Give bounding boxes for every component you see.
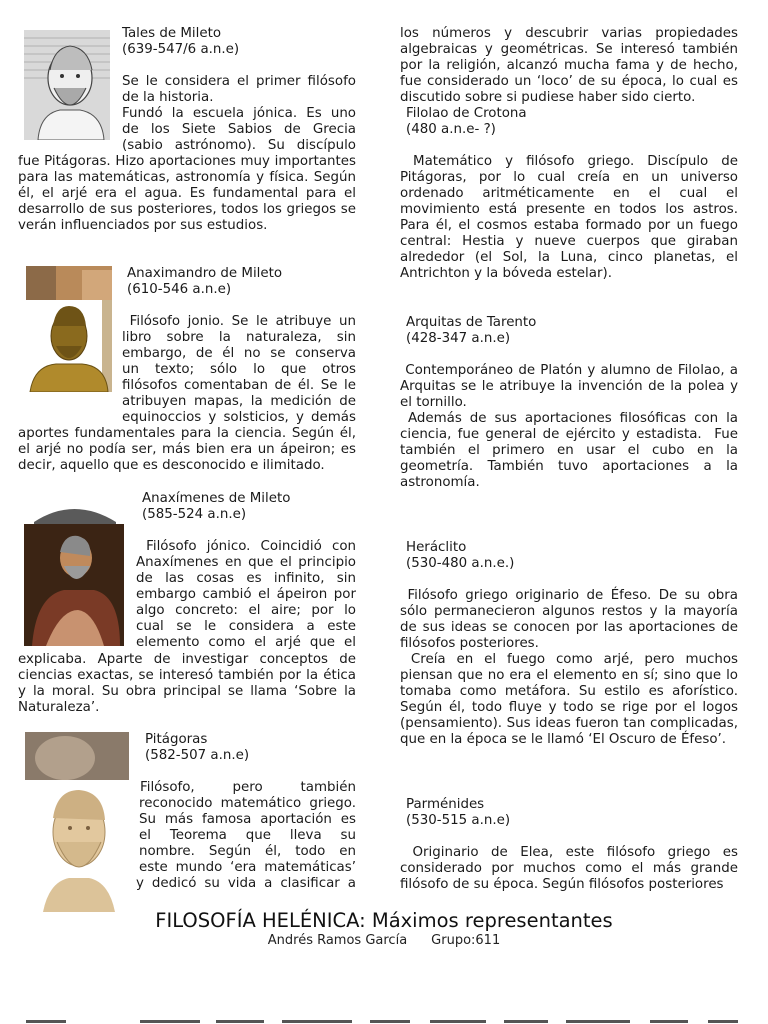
heraclito-name: Heráclito — [406, 540, 467, 555]
tales-body: fue Pitágoras. Hizo aportaciones muy importantes para las matemáticas, astronomía y física. Según él, el arjé era el agua. Es fundamental para el desarrollo de sus posteriores, todos los griegos se verán influenciados por sus estudios. — [18, 154, 356, 233]
text-line: de las cosas es infinito, sin — [136, 571, 356, 586]
anaximenes-name: Anaxímenes de Mileto — [142, 491, 291, 506]
arquitas-name: Arquitas de Tarento — [406, 315, 537, 330]
tales-portrait — [24, 30, 110, 140]
anaximenes-body: explicaba. Aparte de investigar conceptos de ciencias exactas, se interesó también por la ética y la moral. Su obra principal se llama ‘Sobre la Naturaleza’. — [18, 652, 356, 715]
anaximandro-portrait — [26, 266, 112, 424]
text-line: de los Siete Sabios de Grecia — [122, 122, 356, 137]
author-line — [0, 933, 768, 949]
pitagoras-wrap-text — [136, 780, 356, 892]
text-line: libro sobre la naturaleza, sin — [122, 330, 356, 345]
text-line: Su más famosa aportación es — [139, 812, 356, 827]
pitagoras-dates: (582-507 a.n.e) — [145, 748, 250, 763]
text-line: este mundo ‘era matemáticas’ — [139, 860, 356, 875]
text-line: nombre. Según él, todo en — [139, 844, 356, 859]
bronze-bust-icon — [26, 266, 112, 424]
text-line: Filósofo jonio. Se le atribuye un — [122, 314, 356, 329]
text-line: atribuyen mapas, la medición de — [122, 394, 356, 409]
parmenides-dates: (530-515 a.n.e) — [406, 813, 511, 828]
tales-dates: (639-547/6 a.n.e) — [122, 42, 240, 57]
painting-portrait-icon — [24, 500, 124, 646]
title-block — [0, 909, 768, 949]
text-line: equinoccios y solsticios, y demás — [122, 410, 356, 425]
pitagoras-name: Pitágoras — [145, 732, 208, 747]
filolao-dates: (480 a.n.e- ?) — [406, 122, 496, 137]
arquitas-dates: (428-347 a.n.e) — [406, 331, 511, 346]
text-line: Filósofo jónico. Coincidió con — [136, 539, 356, 554]
pitagoras-portrait — [25, 732, 129, 912]
text-line: embargo cambió el ápeiron por — [136, 587, 356, 602]
text-line: un texto; sólo lo que otros — [122, 362, 356, 377]
text-line: Filósofo, pero también — [140, 780, 356, 795]
text-line: Se le considera el primer filósofo — [122, 74, 356, 89]
document-title: FILOSOFÍA HELÉNICA: Máximos representantes — [155, 909, 613, 932]
author-name: Andrés Ramos García — [267, 933, 408, 948]
heraclito-dates: (530-480 a.n.e.) — [406, 556, 515, 571]
anaximandro-wrap-text — [122, 314, 356, 426]
tales-name: Tales de Mileto — [122, 26, 222, 41]
anaximandro-dates: (610-546 a.n.e) — [127, 282, 232, 297]
text-line: (sabio astrónomo). Su discípulo — [122, 138, 356, 153]
text-line: elemento como el arjé que el — [136, 635, 356, 650]
text-line: reconocido matemático griego. — [139, 796, 356, 811]
anaximandro-name: Anaximandro de Mileto — [127, 266, 283, 281]
anaximenes-wrap-text — [136, 539, 356, 651]
anaximandro-body: aportes fundamentales para la ciencia. Según él, el arjé no podía ser, más bien era un ápeiron; es decir, aquello que es desconocido e ilimitado. — [18, 426, 356, 473]
text-line: el Teorema que lleva su — [139, 828, 356, 843]
heraclito-body: Filósofo griego originario de Éfeso. De su obra sólo permanecieron algunos restos y la mayoría de sus ideas se conocen por las aportaciones de filósofos posteriores. — [400, 588, 743, 651]
text-line: Anaxímenes en que el principio — [136, 555, 356, 570]
text-line: filósofos comentaban de él. Se le — [122, 378, 356, 393]
parmenides-body: Originario de Elea, este filósofo griego es considerado por muchos como el más grande filósofo de su época. Según filósofos posteriores — [400, 845, 743, 892]
text-line: y dedicó su vida a clasificar a — [136, 876, 356, 891]
text-line: Fundó la escuela jónica. Es uno — [122, 106, 356, 121]
arquitas-body: Contemporáneo de Platón y alumno de Filolao, a Arquitas se le atribuye la invención de la polea y el tornillo. — [400, 363, 743, 410]
text-line: algo concreto: el aire; por lo — [136, 603, 356, 618]
text-line: de la historia. — [122, 90, 214, 105]
text-line: embargo, de él no se conserva — [122, 346, 356, 361]
text-line: cual se le considera a este — [136, 619, 356, 634]
anaximenes-dates: (585-524 a.n.e) — [142, 507, 247, 522]
pitagoras-continued-text: los números y descubrir varias propiedades algebraicas y geométricas. Se interesó también por la religión, alcanzó mucha fama y de hecho, fue considerado un ‘loco’ de su época, lo cual es discutido sobre si pudiese haber sido cierto. — [400, 26, 738, 105]
filolao-body: Matemático y filósofo griego. Discípulo de Pitágoras, por lo cual creía en un universo ordenado aritméticamente en el cual el movimiento está presente en todos los astros. Para él, el cosmos estaba formado por un fuego central: Hestia y nueve cuerpos que giraban alrededor (el Sol, la Luna, cinco planetas, el Antrichton y la bóveda estelar). — [400, 154, 743, 281]
parmenides-name: Parménides — [406, 797, 485, 812]
tales-wrap-text — [122, 74, 356, 154]
cutoff-text-remnant — [20, 1016, 750, 1024]
group-label: Grupo:611 — [431, 933, 501, 948]
marble-bust-icon — [25, 732, 129, 912]
bust-engraving-icon — [24, 30, 110, 140]
arquitas-body-2: Además de sus aportaciones filosóficas con la ciencia, fue general de ejército y estadista. Fue también el primero en usar el cubo en la geometría. También tuvo aportaciones a la astronomía. — [400, 411, 743, 490]
filolao-name: Filolao de Crotona — [406, 106, 527, 121]
heraclito-body-2: Creía en el fuego como arjé, pero muchos piensan que no era el elemento en sí; sino que lo tomaba como metáfora. Su estilo es aforístico. Según él, todo fluye y todo se rige por el logos (pensamiento). Sus ideas fueron tan complicadas, que en la época se le llamó ‘El Oscuro de Éfeso’. — [400, 652, 743, 747]
anaximenes-portrait — [24, 500, 124, 646]
